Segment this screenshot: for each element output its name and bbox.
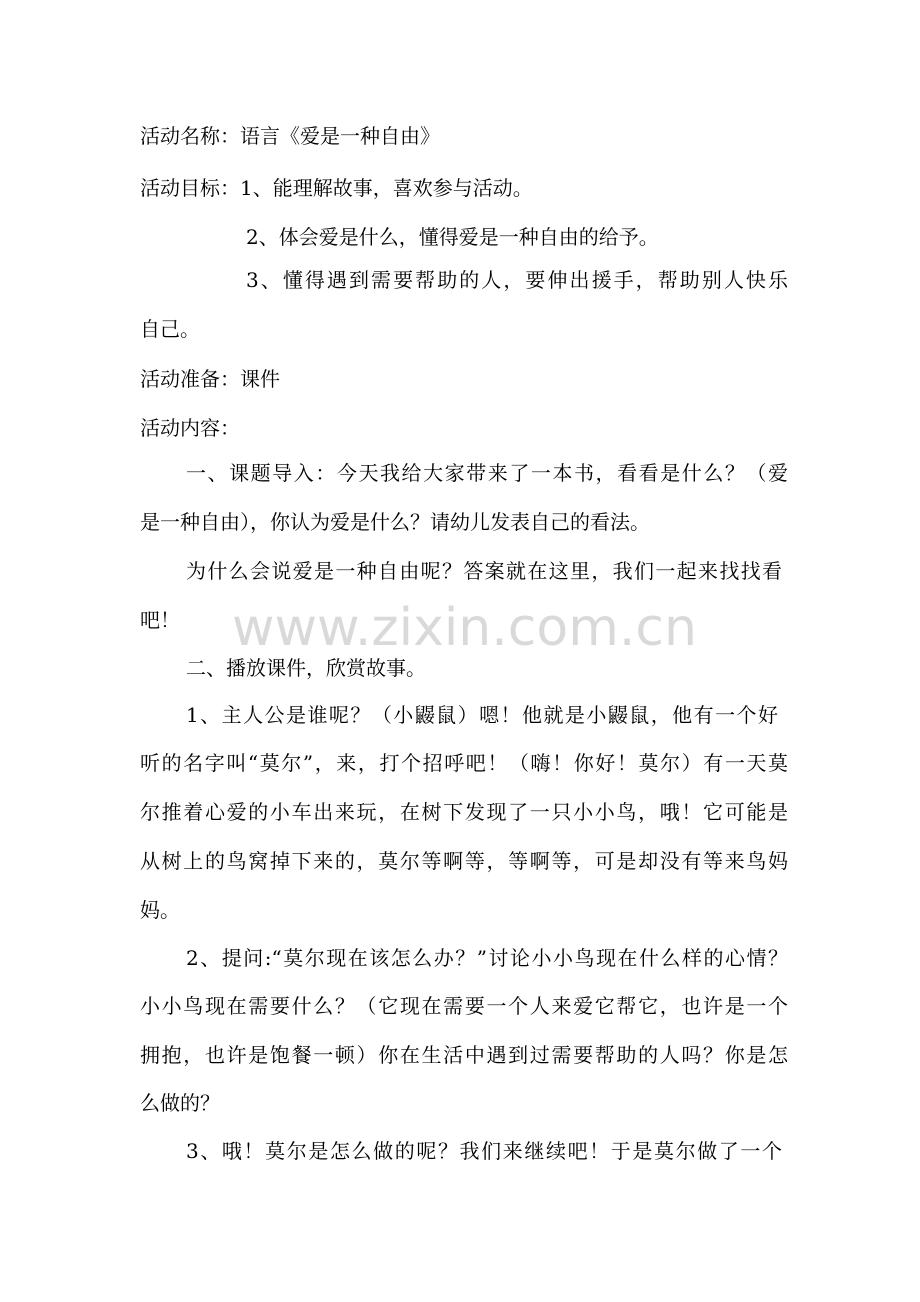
activity-content-heading: 活动内容： (140, 416, 240, 440)
item-2-line-2: 小小鸟现在需要什么？（它现在需要一个人来爱它帮它，也许是一个 (140, 994, 788, 1018)
item-1-line-4: 从树上的鸟窝掉下来的，莫尔等啊等，等啊等，可是却没有等来鸟妈 (140, 849, 788, 873)
goal-line-2: 2、体会爱是什么，懂得爱是一种自由的给予。 (246, 225, 659, 249)
section-1-line-1: 一、课题导入：今天我给大家带来了一本书，看看是什么？（爱 (186, 461, 788, 485)
item-2-line-3: 拥抱，也许是饱餐一顿）你在生活中遇到过需要帮助的人吗？你是怎 (140, 1043, 788, 1067)
goal-line-3: 3、懂得遇到需要帮助的人，要伸出援手，帮助别人快乐 (246, 268, 788, 292)
activity-preparation: 活动准备：课件 (140, 367, 280, 391)
section-2-heading: 二、播放课件，欣赏故事。 (186, 656, 426, 680)
item-2-line-1: 2、提问:“莫尔现在该怎么办？”讨论小小鸟现在什么样的心情？ (186, 946, 788, 970)
activity-name: 活动名称：语言《爱是一种自由》 (140, 124, 440, 148)
watermark: www.zixin.com.cn (232, 598, 697, 658)
item-1-line-2: 听的名字叫“莫尔”，来，打个招呼吧！（嗨！你好！莫尔）有一天莫 (140, 751, 788, 775)
goal-line-3-cont: 自己。 (140, 317, 200, 341)
item-1-line-1: 1、主人公是谁呢？（小鼹鼠）嗯！他就是小鼹鼠，他有一个好 (186, 703, 778, 727)
item-1-line-5: 妈。 (140, 898, 180, 922)
section-1-para-2-line-2: 吧！ (140, 608, 180, 632)
section-1-para-2-line-1: 为什么会说爱是一种自由呢？答案就在这里，我们一起来找找看 (186, 559, 782, 583)
item-3-line-1: 3、哦！莫尔是怎么做的呢？我们来继续吧！于是莫尔做了一个 (186, 1139, 782, 1163)
item-2-line-4: 么做的？ (140, 1091, 220, 1115)
section-1-line-2: 是一种自由），你认为爱是什么？请幼儿发表自己的看法。 (140, 510, 650, 534)
goal-line-1: 活动目标：1、能理解故事，喜欢参与活动。 (140, 176, 533, 200)
item-1-line-3: 尔推着心爱的小车出来玩，在树下发现了一只小小鸟，哦！它可能是 (140, 800, 788, 824)
